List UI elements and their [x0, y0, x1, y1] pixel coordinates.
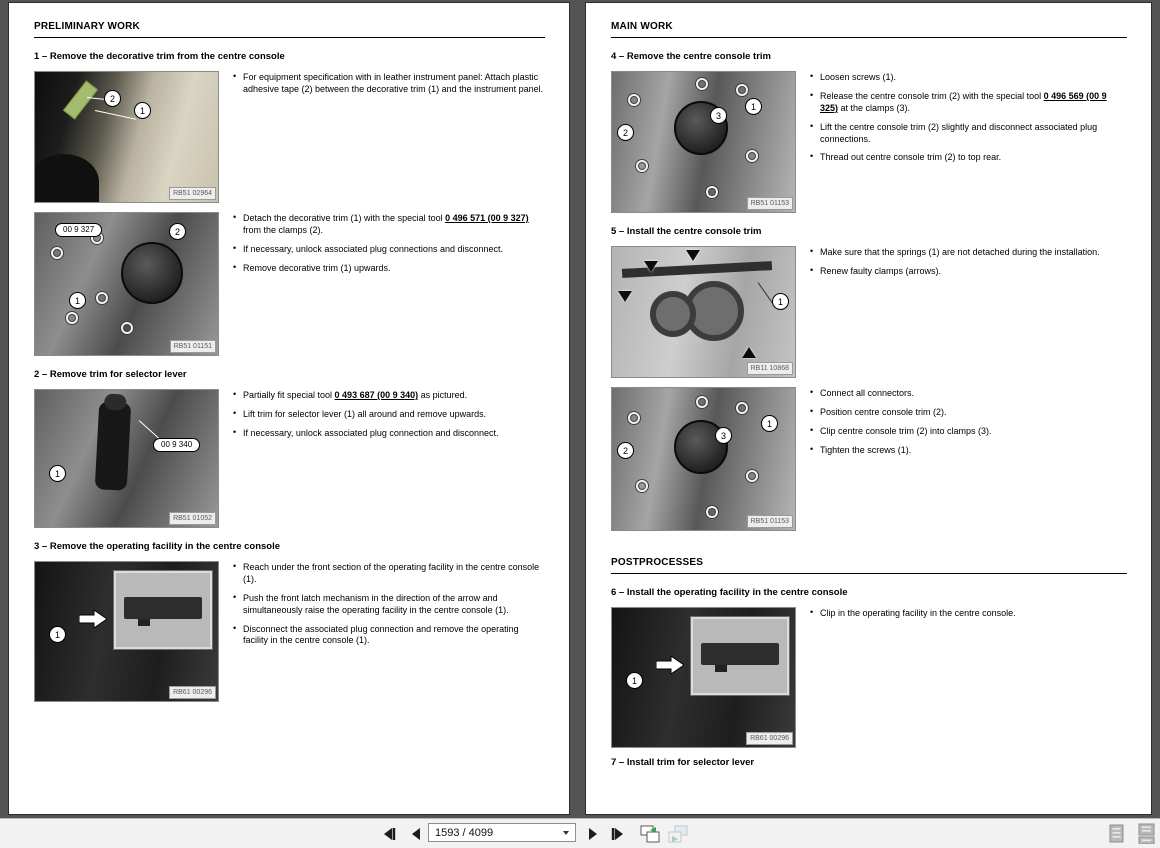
- selector-lever-shape: [95, 401, 132, 491]
- special-tool-link[interactable]: 0 493 687 (00 9 340): [334, 390, 419, 400]
- photo-caption: RB51 02964: [169, 187, 216, 200]
- special-tool-link[interactable]: 0 496 569 (00 9 325): [820, 90, 1107, 113]
- bullet: • Release the centre console trim (2) with the special tool 0 496 569 (00 9 325) at the clamps (3).: [808, 91, 1127, 115]
- step2-bullets: [229, 389, 545, 528]
- step1-bullets2: [229, 212, 545, 356]
- single-page-view-icon: [1109, 824, 1124, 843]
- step3-block: [34, 561, 545, 702]
- callout-2: 2: [104, 90, 121, 107]
- next-page-icon: [586, 827, 600, 841]
- facing-pages-view-icon: [1138, 823, 1155, 844]
- previous-page-icon: [409, 827, 423, 841]
- special-tool-label: 00 9 340: [153, 438, 200, 452]
- screw-ring: [706, 186, 718, 198]
- facing-pages-view-button[interactable]: [1134, 822, 1158, 845]
- bullet: • Lift the centre console trim (2) slightly and disconnect associated plug connections.: [808, 122, 1127, 146]
- trim-frame-shape: [650, 291, 696, 337]
- step1-photo2: [34, 212, 219, 356]
- clamp-ring: [51, 247, 63, 259]
- bullet: • Detach the decorative trim (1) with the special tool 0 496 571 (00 9 327) from the clamps (2).: [231, 213, 545, 237]
- step1-block2: [34, 212, 545, 356]
- step4-title: 4 – Remove the centre console trim: [611, 51, 771, 62]
- screw-ring: [746, 150, 758, 162]
- bullet: • Clip in the operating facility in the centre console.: [808, 608, 1127, 620]
- page-number-input[interactable]: [428, 823, 576, 842]
- screw-ring: [636, 160, 648, 172]
- bullet: • Make sure that the springs (1) are not detached during the installation.: [808, 247, 1127, 259]
- callout-1: 1: [761, 415, 778, 432]
- inset-detail-box: [690, 616, 790, 696]
- operating-facility-shape: [124, 597, 202, 619]
- single-page-view-button[interactable]: [1104, 822, 1128, 845]
- bullet: • Clip centre console trim (2) into clamps (3).: [808, 426, 1127, 438]
- callout-1: 1: [49, 626, 66, 643]
- clamp-ring: [96, 292, 108, 304]
- screw-ring: [628, 412, 640, 424]
- first-page-button[interactable]: [377, 822, 401, 845]
- step4-bullets: [806, 71, 1127, 213]
- callout-1: 1: [745, 98, 762, 115]
- step3-title: 3 – Remove the operating facility in the centre console: [34, 541, 281, 552]
- bullet: • If necessary, unlock associated plug connections and disconnect.: [231, 244, 545, 256]
- callout-1: 1: [49, 465, 66, 482]
- step6-photo: [611, 607, 796, 748]
- step1-photo1: [34, 71, 219, 203]
- screw-ring: [736, 402, 748, 414]
- section-header-preliminary-work: PRELIMINARY WORK: [34, 21, 545, 38]
- screw-ring: [636, 480, 648, 492]
- clamp-arrow-icon: [742, 347, 756, 358]
- callout-1: 1: [69, 292, 86, 309]
- next-view-button[interactable]: [666, 822, 690, 845]
- bullet: • Loosen screws (1).: [808, 72, 1127, 84]
- bullet: • For equipment specification with in leather instrument panel: Attach plastic adhesive tape (2) between the decorative trim (1) and the instrument panel.: [231, 72, 545, 96]
- step5-bullets-a: [806, 246, 1127, 378]
- step2-block: [34, 389, 545, 528]
- step6-bullets: [806, 607, 1127, 748]
- magnified-detail-circle: [121, 242, 183, 304]
- clamp-arrow-icon: [644, 261, 658, 272]
- step4-block: [611, 71, 1127, 213]
- bullet: • Thread out centre console trim (2) to top rear.: [808, 152, 1127, 164]
- step6-title: 6 – Install the operating facility in the centre console: [611, 587, 848, 598]
- direction-arrow-icon: [79, 610, 107, 628]
- bullet: • Lift trim for selector lever (1) all around and remove upwards.: [231, 409, 545, 421]
- step6-block: [611, 607, 1127, 748]
- bullet: • Reach under the front section of the operating facility in the centre console (1).: [231, 562, 545, 586]
- document-page-right: [585, 2, 1152, 815]
- step1-block1: [34, 71, 545, 203]
- step5-photo-b: [611, 387, 796, 531]
- bullet: • Renew faulty clamps (arrows).: [808, 266, 1127, 278]
- previous-page-button[interactable]: [404, 822, 428, 845]
- step4-photo: [611, 71, 796, 213]
- step2-title: 2 – Remove trim for selector lever: [34, 369, 187, 380]
- bullet: • Tighten the screws (1).: [808, 445, 1127, 457]
- callout-3: 3: [715, 427, 732, 444]
- step5-block1: [611, 246, 1127, 378]
- section-header-postprocesses: POSTPROCESSES: [611, 557, 1127, 574]
- next-page-button[interactable]: [581, 822, 605, 845]
- step5-block2: [611, 387, 1127, 531]
- bullet: • Disconnect the associated plug connection and remove the operating facility in the centre console (1).: [231, 624, 545, 648]
- photo-caption: RB51 01052: [169, 512, 216, 525]
- callout-3: 3: [710, 107, 727, 124]
- step5-title: 5 – Install the centre console trim: [611, 226, 762, 237]
- inset-detail-box: [113, 570, 213, 650]
- screw-ring: [696, 78, 708, 90]
- step5-bullets-b: [806, 387, 1127, 531]
- special-tool-label: 00 9 327: [55, 223, 102, 237]
- step1-bullets1: [229, 71, 545, 203]
- operating-facility-shape: [701, 643, 779, 665]
- bullet: • If necessary, unlock associated plug connection and disconnect.: [231, 428, 545, 440]
- callout-2: 2: [169, 223, 186, 240]
- viewer-toolbar: [0, 818, 1160, 848]
- previous-view-button[interactable]: [638, 822, 662, 845]
- bullet: • Partially fit special tool 0 493 687 (00 9 340) as pictured.: [231, 390, 545, 402]
- step5-photo-a: [611, 246, 796, 378]
- callout-1: 1: [772, 293, 789, 310]
- screw-ring: [628, 94, 640, 106]
- clamp-arrow-icon: [618, 291, 632, 302]
- step3-bullets: [229, 561, 545, 702]
- photo-caption: RB61 00296: [169, 686, 216, 699]
- last-page-button[interactable]: [606, 822, 630, 845]
- photo-caption: RB61 00296: [746, 732, 793, 745]
- direction-arrow-icon: [656, 656, 684, 674]
- last-page-icon: [610, 827, 626, 841]
- step3-photo: [34, 561, 219, 702]
- photo-caption: RB51 01153: [747, 515, 793, 528]
- next-view-icon: [668, 825, 688, 843]
- clamp-arrow-icon: [686, 250, 700, 261]
- callout-1: 1: [134, 102, 151, 119]
- first-page-icon: [381, 827, 397, 841]
- bullet: • Remove decorative trim (1) upwards.: [231, 263, 545, 275]
- step1-title: 1 – Remove the decorative trim from the centre console: [34, 51, 285, 62]
- gear-boot-shape: [34, 154, 99, 203]
- screw-ring: [696, 396, 708, 408]
- clamp-ring: [66, 312, 78, 324]
- adhesive-tape-shape: [63, 80, 98, 119]
- screw-ring: [746, 470, 758, 482]
- screw-ring: [706, 506, 718, 518]
- bullet: • Position centre console trim (2).: [808, 407, 1127, 419]
- leader-line: [95, 110, 136, 120]
- page-dropdown-caret-icon: [563, 831, 569, 835]
- photo-caption: RB51 01151: [170, 340, 216, 353]
- previous-view-icon: [640, 825, 660, 843]
- callout-1: 1: [626, 672, 643, 689]
- section-header-main-work: MAIN WORK: [611, 21, 1127, 38]
- special-tool-link[interactable]: 0 496 571 (00 9 327): [445, 213, 529, 223]
- callout-2: 2: [617, 442, 634, 459]
- document-page-left: [8, 2, 570, 815]
- clamp-ring: [121, 322, 133, 334]
- page-indicator-value: 1593 / 4099: [435, 826, 494, 839]
- screw-ring: [736, 84, 748, 96]
- photo-caption: RB51 01153: [747, 197, 793, 210]
- step2-photo: [34, 389, 219, 528]
- bullet: • Push the front latch mechanism in the direction of the arrow and simultaneously raise the operating facility in the centre console (1).: [231, 593, 545, 617]
- callout-2: 2: [617, 124, 634, 141]
- step7-title: 7 – Install trim for selector lever: [611, 757, 755, 768]
- photo-caption: RB11 10868: [747, 362, 793, 375]
- bullet: • Connect all connectors.: [808, 388, 1127, 400]
